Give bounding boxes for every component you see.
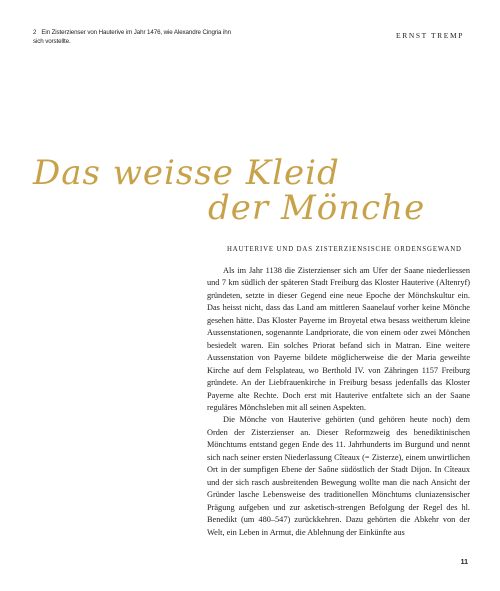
section-subheading: HAUTERIVE UND DAS ZISTERZIENSISCHE ORDENSGEWAND xyxy=(227,246,462,253)
chapter-title-line-1: Das weisse Kleid xyxy=(33,153,340,193)
running-header-author: ERNST TREMP xyxy=(396,31,464,40)
caption-text: Ein Zisterzienser von Hauterive im Jahr 1476, wie Alexandre Cingria ihn sich vorstellte. xyxy=(33,29,231,45)
body-paragraph: Die Mönche von Hauterive gehörten (und gehören heute noch) dem Orden der Zisterzienser an. Dieser Reformzweig des benediktinischen Mönchtums entstand gegen Ende des 11. Jahrhunderts im Burgund und nennt sich nach seiner ersten Niederlassung Cîteaux (= Zisterze), einem unwirtlichen Ort in der sumpfigen Ebene der Saône südöstlich der Stadt Dijon. In Cîteaux und der sich rasch ausbreitenden Bewegung wollte man die nach Ansicht der Gründer lasche Lebensweise des traditionellen Mönchtums cluniazensischer Prägung aufgeben und zur asketisch-strengen Befolgung der Regel des hl. Benedikt (um 480–547) zurückkehren. Dazu gehörten die Abkehr von der Welt, ein Leben in Armut, die Ablehnung der Einkünfte aus xyxy=(207,415,470,537)
body-text xyxy=(207,265,470,539)
caption-number: 2 xyxy=(33,29,37,36)
page-number: 11 xyxy=(460,559,468,566)
body-paragraph: Als im Jahr 1138 die Zisterzienser sich am Ufer der Saane niederliessen und 7 km südlich der späteren Stadt Freiburg das Kloster Hauterive (Altenryf) gründeten, setzte in dieser Gegend eine neue Epoche der Mönchskultur ein. Das heisst nicht, dass das Land am mittleren Saanelauf vorher keine Mönche gesehen hätte. Das Kloster Payerne im Broyetal etwa besass weitherum kleine Aussenstationen, sogenannte Landpriorate, die von einem oder zwei Mönchen besiedelt waren. Ein solches Priorat befand sich in Matran. Eine weitere Aussenstation von Payerne bildete möglicherweise die der Maria geweihte Kirche auf dem Felsplateau, wo Berthold IV. von Zähringen 1157 Freiburg gründete. An der Liebfrauenkirche in Freiburg besass jedenfalls das Kloster Payerne alte Rechte. Doch erst mit Hauterive entfaltete sich an der Saane reguläres Mönchsleben mit all seinen Aspekten. xyxy=(207,266,470,412)
figure-caption xyxy=(33,28,233,46)
chapter-title-line-2: der Mönche xyxy=(208,188,426,228)
